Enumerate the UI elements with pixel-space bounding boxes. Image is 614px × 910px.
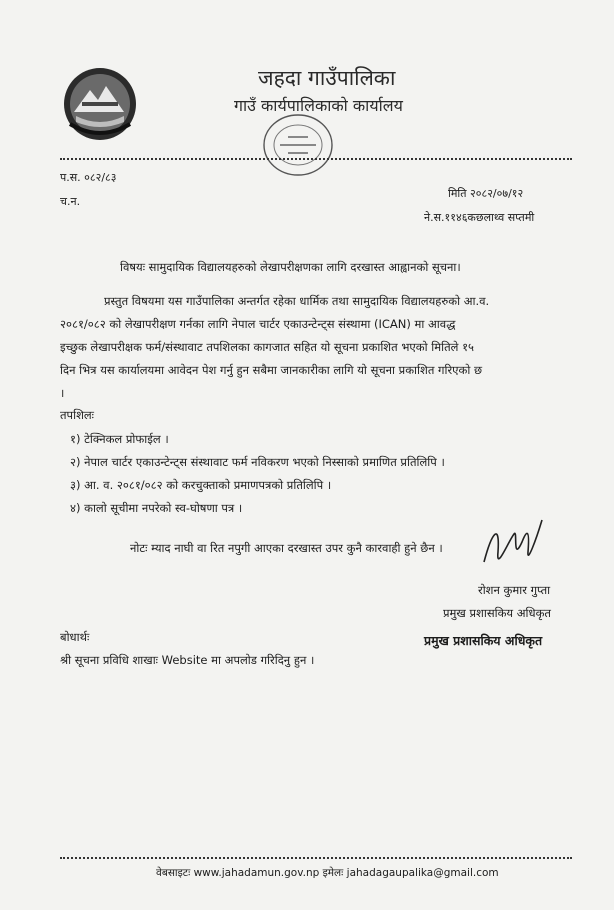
signatory-title: प्रमुख प्रशासकिय अधिकृत	[443, 606, 551, 620]
subject-line: विषयः सामुदायिक विद्यालयहरुको लेखापरीक्षणका लागि दरखास्त आह्वानको सूचना।	[120, 260, 461, 274]
detail-item: ४) कालो सूचीमा नपरेको स्व-घोषणा पत्र ।	[70, 501, 243, 515]
org-name: जहदा गाउँपालिका	[258, 66, 396, 90]
signatory-stamp: प्रमुख प्रशासकिय अधिकृत	[424, 633, 543, 648]
dispatch-number: च.न.	[60, 195, 81, 208]
detail-item: २) नेपाल चार्टर एकाउन्टेन्ट्स संस्थावाट फर्म नविकरण भएको निस्साको प्रमाणित प्रतिलिपि ।	[70, 455, 445, 469]
header-rule	[60, 158, 572, 160]
era-date: ने.स.११४६कछलाथ्व सप्तमी	[424, 211, 535, 224]
body-line: इच्छुक लेखापरीक्षक फर्म/संस्थावाट तपशिलका कागजात सहित यो सूचना प्रकाशित भएको मितिले १५	[60, 340, 475, 354]
detail-item: १) टेक्निकल प्रोफाईल ।	[70, 432, 169, 446]
details-label: तपशिलः	[60, 408, 95, 422]
footer-rule	[60, 857, 572, 859]
nepal-emblem-icon	[62, 66, 138, 142]
website-label: वेबसाइटः	[156, 867, 191, 879]
body-line: प्रस्तुत विषयमा यस गाउँपालिका अन्तर्गत रहेका धार्मिक तथा सामुदायिक विद्यालयहरुको आ.व.	[104, 294, 490, 308]
office-stamp	[258, 112, 338, 178]
detail-item: ३) आ. व. २०८१/०८२ को करचुक्ताको प्रमाणपत्रको प्रतिलिपि ।	[70, 478, 332, 492]
body-paragraph	[60, 290, 560, 405]
office-name: गाउँ कार्यपालिकाको कार्यालय	[234, 96, 403, 115]
reference-number: प.स. ०८२/८३	[60, 171, 117, 184]
date: मिति २०८२/०७/१२	[448, 187, 524, 200]
email-label: इमेलः	[322, 867, 344, 879]
website-link[interactable]: www.jahadamun.gov.np	[193, 867, 320, 879]
note: नोटः म्याद नाघी वा रित नपुगी आएका दरखास्त उपर कुनै कारवाही हुने छैन ।	[130, 541, 443, 555]
signature	[478, 512, 548, 582]
body-line: २०८१/०८२ को लेखापरीक्षण गर्नका लागि नेपाल चार्टर एकाउन्टेन्ट्स संस्थामा (ICAN) मा आवद्ध	[60, 317, 456, 331]
email-link[interactable]: jahadagaupalika@gmail.com	[346, 867, 499, 879]
body-line: ।	[60, 386, 65, 400]
body-line: दिन भित्र यस कार्यालयमा आवेदन पेश गर्नु हुन सबैमा जानकारीका लागि यो सूचना प्रकाशित गरिएको छ	[60, 363, 483, 377]
footer	[156, 866, 499, 880]
signatory-name: रोशन कुमार गुप्ता	[478, 583, 551, 597]
cc-line: श्री सूचना प्रविधि शाखाः Website मा अपलोड गरिदिनु हुन ।	[60, 653, 315, 667]
cc-label: बोधार्थः	[60, 630, 90, 644]
